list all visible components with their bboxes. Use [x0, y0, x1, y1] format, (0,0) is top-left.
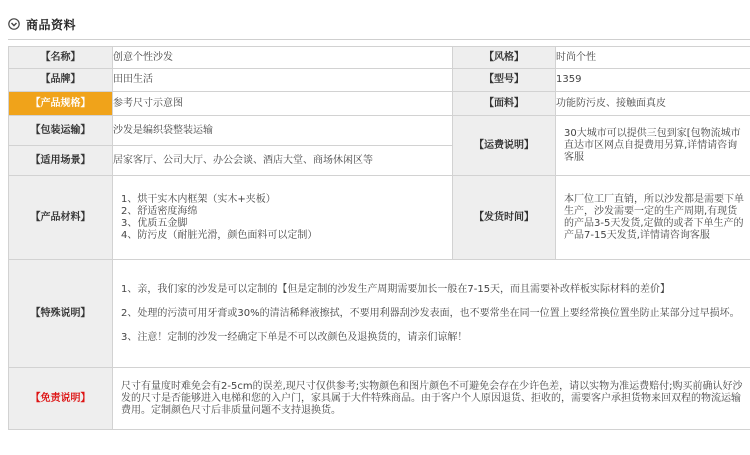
spec-value: 参考尺寸示意图	[113, 92, 453, 116]
special-label: 【 特殊说明 】	[9, 260, 113, 368]
material-line: 4、防污皮（耐脏光滑，颜色面料可以定制）	[121, 229, 318, 241]
chevron-down-icon	[8, 18, 20, 30]
name-label: 【 名称 】	[9, 47, 113, 69]
style-value: 时尚个性	[556, 47, 750, 69]
model-value: 1359	[556, 69, 750, 92]
freight-label: 【 运费说明 】	[453, 116, 556, 176]
section-title: 商品资料	[26, 17, 77, 32]
section-header	[8, 14, 76, 34]
disclaimer-value: 尺寸有量度时难免会有2-5cm的误差,现尺寸仅供参考;实物颜色和图片颜色不可避免会存在少许色差，请以实物为准运费赔付;购买前确认好沙发的尺寸是否能够进入电梯和您的入户门，家具属于大件特殊商品。由于客户个人原因退货、拒收的，需要客户承担货物来回双程的物流运输费用。定制颜色尺寸后非质量问题不支持退换货。	[113, 368, 750, 430]
delivery-label: 【 发货时间 】	[453, 176, 556, 260]
brand-label: 【 品牌 】	[9, 69, 113, 92]
name-value: 创意个性沙发	[113, 47, 453, 69]
table-row	[9, 69, 750, 92]
material-line: 3、优质五金脚	[121, 217, 188, 229]
table-row	[9, 176, 750, 260]
scene-label: 【 适用场景 】	[9, 146, 113, 176]
fabric-label: 【 面料 】	[453, 92, 556, 116]
material-label: 【 产品材料 】	[9, 176, 113, 260]
style-label: 【 风格 】	[453, 47, 556, 69]
delivery-value: 本厂位工厂直销，所以沙发都是需要下单生产，沙发需要一定的生产周期,有现货的产品3-5天发货,定做的或者下单生产的产品7-15天发货,详情请咨询客服	[556, 176, 750, 260]
special-value	[113, 260, 750, 368]
material-value	[113, 176, 453, 260]
material-line: 1、烘干实木内框架（实木+夹板）	[121, 193, 276, 205]
model-label: 【 型号 】	[453, 69, 556, 92]
header-divider	[8, 39, 750, 40]
special-line: 1、亲，我们家的沙发是可以定制的【但是定制的沙发生产周期需要加长一般在7-15天，而且需要补改样板实际材料的差价】	[121, 283, 671, 295]
packing-label: 【 包装运输 】	[9, 116, 113, 146]
table-row	[9, 260, 750, 368]
product-spec-table	[8, 46, 750, 430]
disclaimer-label: 【 免责说明 】	[9, 368, 113, 430]
table-row	[9, 368, 750, 430]
material-line: 2、舒适密度海绵	[121, 205, 198, 217]
table-row	[9, 47, 750, 69]
special-line: 3、注意！定制的沙发一经确定下单是不可以改颜色及退换货的，请亲们谅解！	[121, 331, 468, 343]
fabric-value: 功能防污皮、接触面真皮	[556, 92, 750, 116]
freight-value: 30大城市可以提供三包到家[包物流城市直达市区网点自提费用另算,详情请咨询客服	[556, 116, 750, 176]
brand-value: 田田生活	[113, 69, 453, 92]
special-line: 2、处理的污渍可用牙膏或30%的清洁稀释液擦拭，不要用利器刮沙发表面，也不要常坐在同一位置上要经常换位置坐防止某部分过早损坏。	[121, 307, 740, 319]
table-row	[9, 116, 750, 146]
scene-value: 居家客厅、公司大厅、办公会谈、酒店大堂、商场休闲区等	[113, 146, 453, 176]
packing-value: 沙发是编织袋整装运输	[113, 116, 453, 146]
table-row	[9, 92, 750, 116]
spec-label: 【 产品规格 】	[9, 92, 113, 116]
